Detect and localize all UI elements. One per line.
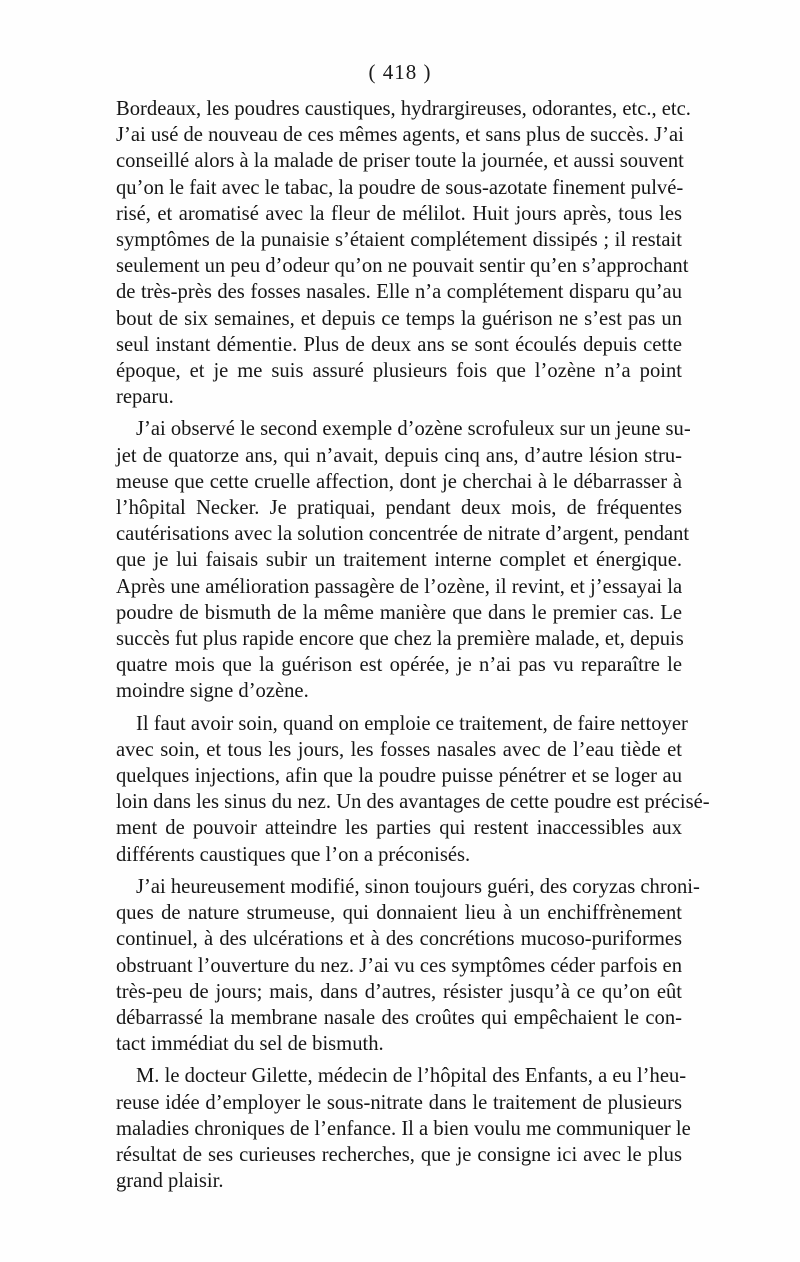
paragraph: [116, 711, 710, 868]
text-line: Bordeaux, les poudres caustiques, hydrargireuses, odorantes, etc., etc.: [116, 98, 691, 120]
text-line: grand plaisir.: [116, 1170, 224, 1193]
paragraph: [116, 416, 691, 704]
page-number: ( 418 ): [368, 60, 432, 84]
text-line: cautérisations avec la solution concentrée de nitrate d’argent, pendant: [116, 523, 690, 546]
text-line: loin dans les sinus du nez. Un des avantages de cette poudre est précisé-: [116, 791, 710, 814]
text-line: que je lui faisais subir un traitement interne complet et énergique.: [116, 549, 682, 572]
text-line: ment de pouvoir atteindre les parties qui restent inaccessibles aux: [116, 817, 682, 840]
text-line: seulement un peu d’odeur qu’on ne pouvait sentir qu’en s’approchant: [116, 255, 689, 278]
text-line: jet de quatorze ans, qui n’avait, depuis cinq ans, d’autre lésion stru-: [116, 444, 682, 467]
text-line: Après une amélioration passagère de l’ozène, il revint, et j’essayai la: [116, 575, 683, 598]
paragraph: [116, 96, 691, 410]
paragraph: [116, 1063, 691, 1194]
text-line: obstruant l’ouverture du nez. J’ai vu ces symptômes céder parfois en: [116, 954, 682, 977]
text-line: meuse que cette cruelle affection, dont je cherchai à le débarrasser à: [116, 470, 682, 493]
body-text: [116, 96, 710, 1200]
text-line: ques de nature strumeuse, qui donnaient lieu à un enchiffrènement: [116, 902, 682, 925]
text-line: qu’on le fait avec le tabac, la poudre de sous-azotate finement pulvé-: [116, 176, 684, 199]
text-line: succès fut plus rapide encore que chez la première malade, et, depuis: [116, 628, 684, 651]
text-line: très-peu de jours; mais, dans d’autres, résister jusqu’à ce qu’on eût: [116, 980, 682, 1003]
text-line: avec soin, et tous les jours, les fosses nasales avec de l’eau tiède et: [116, 738, 682, 761]
text-line: moindre signe d’ozène.: [116, 680, 309, 703]
text-line: l’hôpital Necker. Je pratiquai, pendant deux mois, de fréquentes: [116, 497, 682, 520]
text-line: débarrassé la membrane nasale des croûtes qui empêchaient le con-: [116, 1006, 682, 1029]
text-line: reuse idée d’employer le sous-nitrate dans le traitement de plusieurs: [116, 1091, 682, 1114]
text-line: poudre de bismuth de la même manière que dans le premier cas. Le: [116, 601, 682, 624]
text-line: résultat de ses curieuses recherches, que je consigne ici avec le plus: [116, 1143, 682, 1166]
text-line: de très-près des fosses nasales. Elle n’a complétement disparu qu’au: [116, 281, 682, 304]
paragraph: [116, 874, 700, 1057]
text-line: symptômes de la punaisie s’étaient complétement dissipés ; il restait: [116, 229, 682, 252]
text-line: bout de six semaines, et depuis ce temps la guérison ne s’est pas un: [116, 307, 682, 330]
text-line: reparu.: [116, 386, 174, 409]
text-line: M. le docteur Gilette, médecin de l’hôpital des Enfants, a eu l’heu-: [136, 1065, 687, 1088]
text-line: J’ai observé le second exemple d’ozène scrofuleux sur un jeune su-: [136, 418, 691, 441]
text-line: Il faut avoir soin, quand on emploie ce traitement, de faire nettoyer: [136, 712, 688, 735]
text-line: quatre mois que la guérison est opérée, je n’ai pas vu reparaître le: [116, 654, 682, 677]
text-line: différents caustiques que l’on a préconisés.: [116, 843, 471, 866]
text-line: J’ai usé de nouveau de ces mêmes agents, et sans plus de succès. J’ai: [116, 124, 684, 147]
text-line: tact immédiat du sel de bismuth.: [116, 1033, 384, 1056]
text-line: conseillé alors à la malade de priser toute la journée, et aussi souvent: [116, 150, 684, 173]
text-line: risé, et aromatisé avec la fleur de mélilot. Huit jours après, tous les: [116, 202, 682, 225]
text-line: maladies chroniques de l’enfance. Il a bien voulu me communiquer le: [116, 1117, 691, 1140]
text-line: J’ai heureusement modifié, sinon toujours guéri, des coryzas chroni-: [136, 875, 700, 898]
text-line: seul instant démentie. Plus de deux ans se sont écoulés depuis cette: [116, 333, 682, 356]
text-line: époque, et je me suis assuré plusieurs fois que l’ozène n’a point: [116, 360, 682, 383]
text-line: quelques injections, afin que la poudre puisse pénétrer et se loger au: [116, 765, 682, 788]
text-line: continuel, à des ulcérations et à des concrétions mucoso-puriformes: [116, 928, 682, 951]
